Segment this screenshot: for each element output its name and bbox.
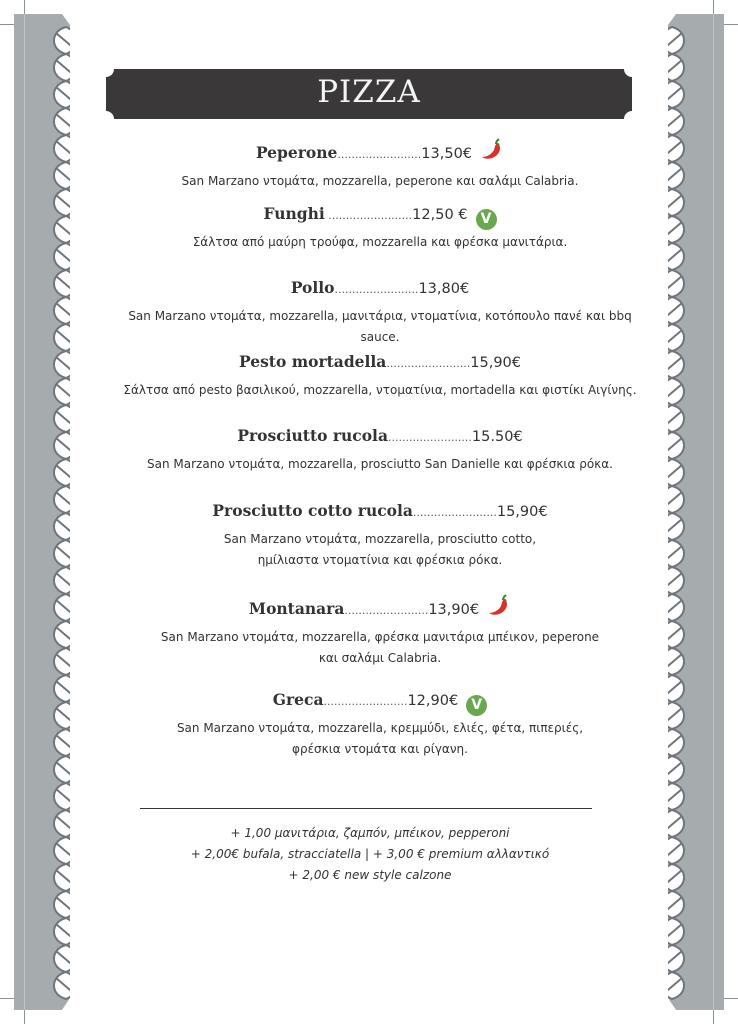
item-description: ημίλιαστα ντοματίνια και φρέσκια ρόκα. xyxy=(257,553,503,567)
item-header xyxy=(110,277,650,304)
item-leader-dots: ........................ xyxy=(337,148,422,161)
vegetarian-icon: V xyxy=(476,209,497,230)
item-description: και σαλάμι Calabria. xyxy=(318,651,442,665)
rope-border-right xyxy=(668,0,738,1024)
menu-item xyxy=(110,500,650,571)
item-leader-dots: ........................ xyxy=(324,209,413,222)
item-description: San Marzano ντομάτα, mozzarella, φρέσκα μανιτάρια μπέικον, peperone xyxy=(160,630,600,644)
item-leader-dots: ........................ xyxy=(334,283,419,296)
extras-list xyxy=(110,823,630,886)
item-description: San Marzano ντομάτα, mozzarella, peperone και σαλάμι Calabria. xyxy=(181,174,579,188)
item-description: Σάλτσα από pesto βασιλικού, mozzarella, ντοματίνια, mortadella και φιστίκι Αιγίνης. xyxy=(123,383,637,397)
item-description: φρέσκια ντομάτα και ρίγανη. xyxy=(292,742,468,756)
menu-item xyxy=(110,689,650,760)
item-leader-dots: ........................ xyxy=(344,604,429,617)
item-price: 12,90€ xyxy=(407,693,459,709)
item-name: Montanara xyxy=(248,599,345,618)
item-header xyxy=(110,594,650,625)
chili-icon xyxy=(480,138,504,162)
item-name: Pesto mortadella xyxy=(238,352,387,371)
extra-line: + 2,00 € new style calzone xyxy=(288,868,452,882)
item-name: Pollo xyxy=(290,278,335,297)
item-name: Funghi xyxy=(263,204,325,223)
item-description: San Marzano ντομάτα, mozzarella, μανιτάρια, ντοματίνια, κοτόπουλο πανέ και bbq sauce. xyxy=(128,309,632,344)
item-price: 13,90€ xyxy=(428,602,480,618)
menu-item xyxy=(110,138,650,192)
menu-item xyxy=(110,594,650,669)
item-leader-dots: ........................ xyxy=(323,695,408,708)
item-leader-dots: ........................ xyxy=(386,357,471,370)
item-header xyxy=(110,500,650,527)
vegetarian-icon: V xyxy=(466,695,487,716)
item-name: Prosciutto cotto rucola xyxy=(212,501,413,520)
chili-icon xyxy=(487,594,511,618)
item-description: Σάλτσα από μαύρη τρούφα, mozzarella και φρέσκα μανιτάρια. xyxy=(192,235,568,249)
item-description: San Marzano ντομάτα, mozzarella, prosciutto cotto, xyxy=(223,532,537,546)
item-price: 15.50€ xyxy=(471,429,523,445)
item-price: 15,90€ xyxy=(470,355,522,371)
extra-line: + 1,00 μανιτάρια, ζαμπόν, μπέικον, pepperoni xyxy=(230,826,510,840)
section-title: PIZZA xyxy=(317,74,421,110)
item-header xyxy=(110,689,650,716)
rope-border-left xyxy=(0,0,70,1024)
item-leader-dots: ........................ xyxy=(412,506,497,519)
item-description: San Marzano ντομάτα, mozzarella, prosciutto San Danielle και φρέσκια ρόκα. xyxy=(147,457,613,471)
item-price: 15,90€ xyxy=(496,504,548,520)
item-description: San Marzano ντομάτα, mozzarella, κρεμμύδι, ελιές, φέτα, πιπεριές, xyxy=(176,721,584,735)
section-banner xyxy=(106,69,632,119)
divider xyxy=(140,808,592,809)
item-header xyxy=(110,425,650,452)
item-leader-dots: ........................ xyxy=(388,431,472,444)
item-price: 13,80€ xyxy=(418,281,470,297)
menu-item xyxy=(110,277,650,348)
item-header xyxy=(110,138,650,169)
item-header xyxy=(110,351,650,378)
item-name: Greca xyxy=(272,690,324,709)
item-price: 12,50 € xyxy=(412,207,468,223)
item-name: Peperone xyxy=(255,143,338,162)
item-header xyxy=(110,203,650,230)
item-price: 13,50€ xyxy=(421,146,473,162)
extra-line: + 2,00€ bufala, stracciatella | + 3,00 € premium αλλαντικό xyxy=(190,847,550,861)
menu-item xyxy=(110,203,650,253)
item-name: Prosciutto rucola xyxy=(237,426,388,445)
menu-item xyxy=(110,351,650,401)
menu-item xyxy=(110,425,650,475)
